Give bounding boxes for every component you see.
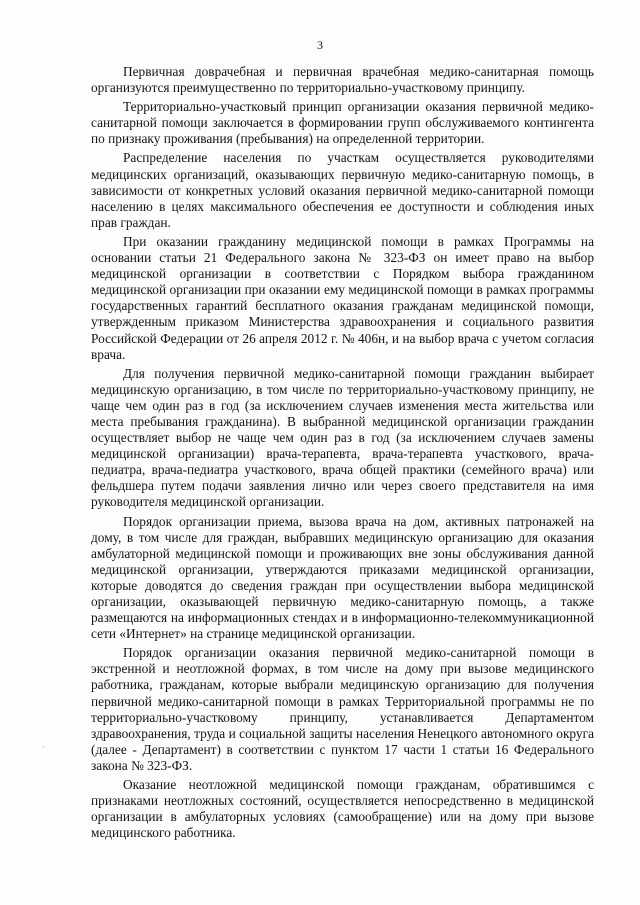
- paragraph-territorial-principle: Территориально-участковый принцип организации оказания первичной медико-санитарной помощи заключается в формировании групп обслуживаемого контингента по признаку проживания (пребывания) на определенной территории.: [91, 99, 594, 147]
- document-body: [91, 64, 594, 844]
- paragraph-choice-of-doctor: Для получения первичной медико-санитарной помощи гражданин выбирает медицинскую организацию, в том числе по территориально-участковому принципу, не чаще чем один раз в год (за исключением случаев изменения места жительства или места пребывания гражданина). В выбранной медицинской организации гражданин осуществляет выбор не чаще чем один раз в год (за исключением случаев замены медицинской организации) врача-терапевта, врача-терапевта участкового, врача-педиатра, врача-педиатра участкового, врача общей практики (семейного врача) или фельдшера путем подачи заявления лично или через своего представителя на имя руководителя медицинской организации.: [91, 365, 594, 510]
- paragraph-home-visits: Порядок организации приема, вызова врача на дом, активных патронажей на дому, в том числе для граждан, выбравших медицинскую организацию для оказания амбулаторной медицинской помощи и проживающих вне зоны обслуживания данной медицинской организации, утверждаются приказами медицинской организации, которые доводятся до сведения граждан при осуществлении выбора медицинской организации, оказывающей первичную медико-санитарную помощь, а также размещаются на информационных стендах и в информационно-телекоммуникационной сети «Интернет» на странице медицинской организации.: [91, 513, 594, 642]
- margin-mark: ·: [42, 742, 45, 752]
- paragraph-emergency-care: Порядок организации оказания первичной медико-санитарной помощи в экстренной и неотложной формах, в том числе на дому при вызове медицинского работника, гражданам, которые выбрали медицинскую организацию для получения первичной медико-санитарной помощи в рамках Территориальной программы не по территориально-участковому принципу, устанавливается Департаментом здравоохранения, труда и социальной защиты населения Ненецкого автономного округа (далее - Департамент) в соответствии с пунктом 17 части 1 статьи 16 Федерального закона № 323-ФЗ.: [91, 645, 594, 773]
- page-number: 3: [317, 38, 323, 52]
- paragraph-primary-care: Первичная доврачебная и первичная врачебная медико-санитарная помощь организуются преимущественно по территориально-участковому принципу.: [91, 64, 594, 96]
- paragraph-population-distribution: Распределение населения по участкам осуществляется руководителями медицинских организаций, оказывающих первичную медико-санитарную помощь, в зависимости от конкретных условий оказания первичной медико-санитарной помощи населению в целях максимального обеспечения ее доступности и соблюдения иных прав граждан.: [91, 150, 594, 230]
- paragraph-choice-of-organization: При оказании гражданину медицинской помощи в рамках Программы на основании статьи 21 Федерального закона № 323-ФЗ он имеет право на выбор медицинской организации в соответствии с Порядком выбора гражданином медицинской организации при оказании ему медицинской помощи в рамках программы государственных гарантий бесплатного оказания гражданам медицинской помощи, утвержденным приказом Министерства здравоохранения и социального развития Российской Федерации от 26 апреля 2012 г. № 406н, и на выбор врача с учетом согласия врача.: [91, 233, 594, 362]
- paragraph-urgent-care: Оказание неотложной медицинской помощи гражданам, обратившимся с признаками неотложных состояний, осуществляется непосредственно в медицинской организации в амбулаторных условиях (самообращение) или на дому при вызове медицинского работника.: [91, 777, 594, 841]
